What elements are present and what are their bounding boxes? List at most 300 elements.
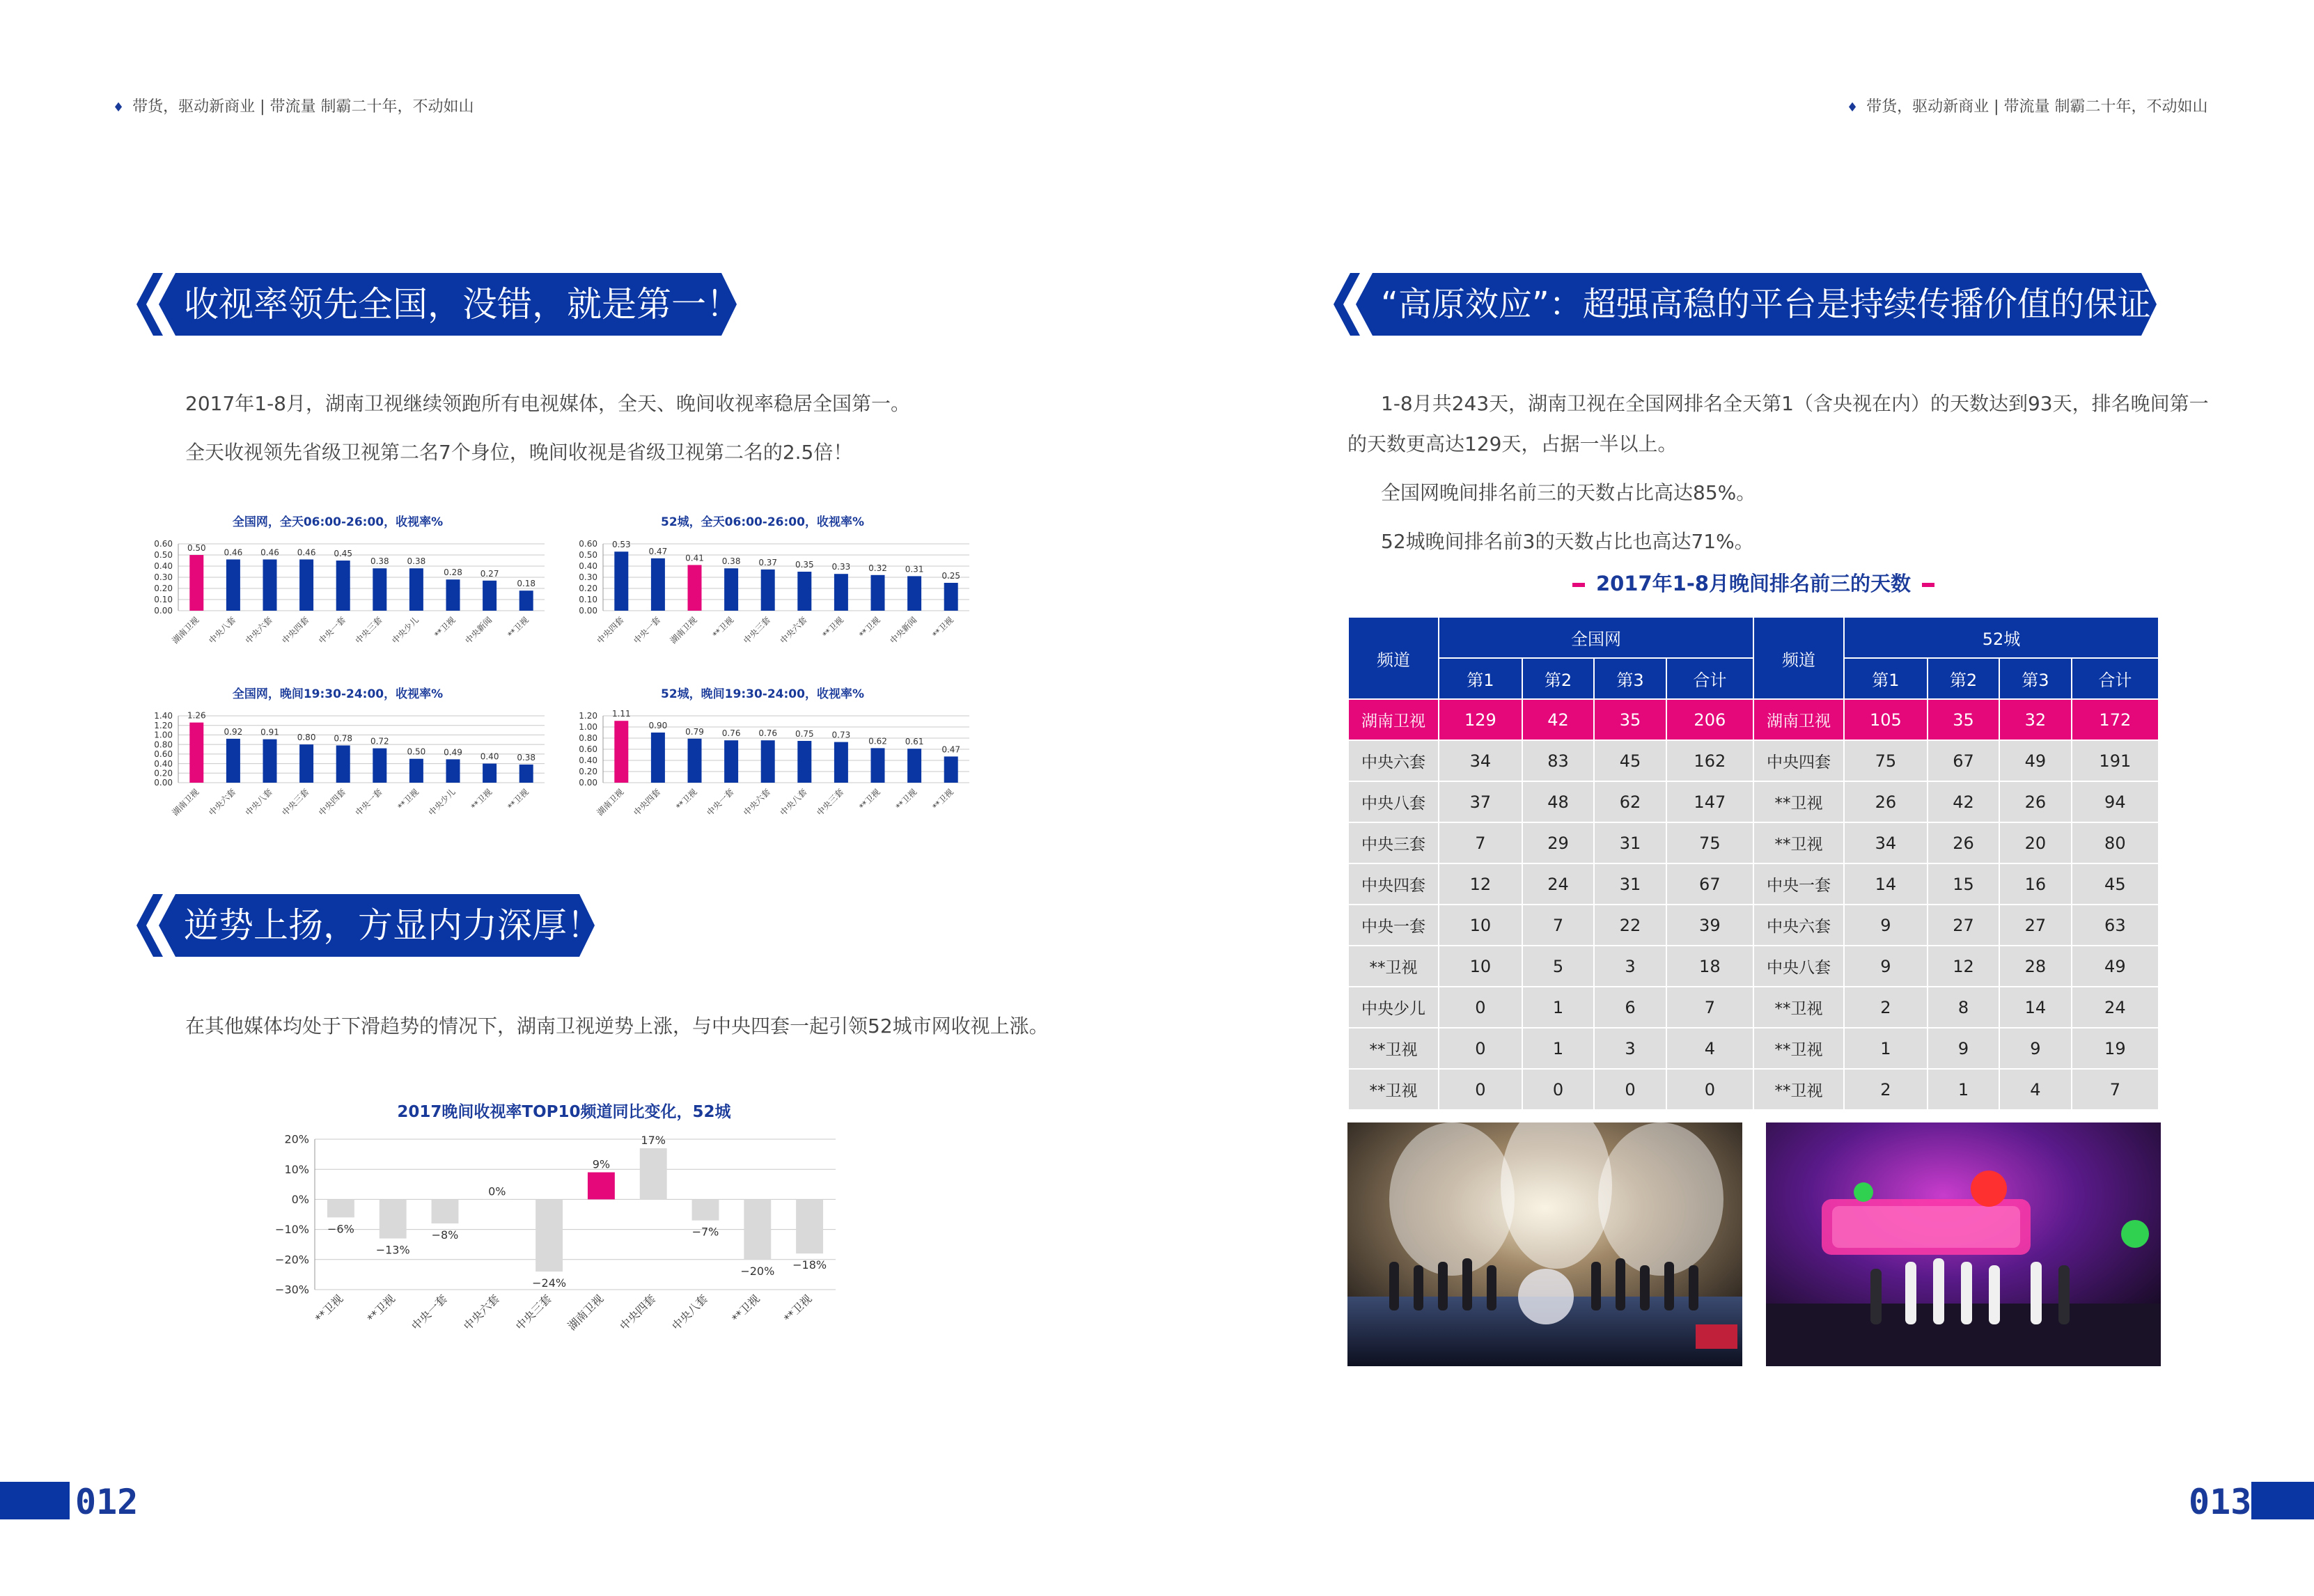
channel-cell: 中央一套 (1753, 863, 1844, 905)
value-cell: 7 (2072, 1069, 2159, 1110)
data-label: 0.25 (941, 571, 961, 581)
bar (692, 1199, 719, 1220)
section-title-plateau (1334, 273, 2157, 336)
data-label: −6% (327, 1222, 354, 1236)
x-tick-label: 中央八套 (243, 787, 274, 818)
x-tick-label: 中央三套 (815, 787, 846, 818)
dash-icon (1922, 583, 1934, 587)
table-title (1347, 568, 2159, 597)
subheader: 第2 (1928, 658, 1999, 699)
x-tick-label: 中央一套 (316, 615, 347, 646)
data-label: 0.78 (334, 733, 353, 744)
x-tick-label: 中央八套 (207, 615, 238, 646)
value-cell: 172 (2072, 699, 2159, 740)
subheader: 第3 (1594, 658, 1666, 699)
bar (651, 733, 665, 783)
value-cell: 27 (1928, 905, 1999, 946)
data-label: 0.49 (444, 747, 462, 758)
y-tick-label: 0.20 (579, 584, 597, 594)
bar (834, 574, 848, 611)
value-cell: 191 (2072, 740, 2159, 781)
y-tick-label: 0.20 (154, 584, 173, 594)
table-row (1348, 740, 2159, 781)
y-tick-label: 1.20 (154, 720, 173, 730)
channel-header: 频道 (1753, 617, 1844, 699)
bar (797, 741, 811, 783)
channel-cell: 中央六套 (1753, 905, 1844, 946)
table-row (1348, 946, 2159, 987)
data-label: 0.79 (685, 726, 704, 737)
data-label: −18% (792, 1258, 827, 1272)
channel-cell: 中央四套 (1753, 740, 1844, 781)
bar (614, 721, 628, 783)
y-tick-label: 0.00 (154, 606, 173, 616)
y-tick-label: 0.40 (154, 561, 173, 572)
stage-photo-2 (1766, 1122, 2161, 1366)
value-cell: 0 (1439, 987, 1522, 1028)
x-tick-label: **卫视 (857, 615, 882, 640)
x-tick-label: 中央六套 (207, 787, 238, 818)
data-label: 0.37 (758, 557, 778, 568)
bar (907, 576, 921, 611)
bar (189, 723, 203, 783)
data-label: 0.61 (905, 737, 924, 747)
data-label: −20% (740, 1264, 775, 1278)
concert-photo-1 (1347, 1122, 1742, 1366)
value-cell: 80 (2072, 822, 2159, 863)
channel-cell: **卫视 (1348, 1028, 1439, 1069)
value-cell: 12 (1928, 946, 1999, 987)
data-label: 0.41 (685, 553, 704, 563)
value-cell: 29 (1522, 822, 1594, 863)
x-tick-label: 中央四套 (632, 787, 663, 818)
bar (588, 1173, 615, 1200)
chart-title-national-evening: 全国网，晚间19:30-24:00，收视率% (232, 687, 444, 701)
y-tick-label: 0.30 (579, 572, 597, 583)
subheader: 合计 (2072, 658, 2159, 699)
value-cell: 4 (1666, 1028, 1753, 1069)
x-tick-label: 中央少儿 (426, 787, 458, 818)
value-cell: 24 (2072, 987, 2159, 1028)
channel-cell: **卫视 (1753, 987, 1844, 1028)
data-label: 0.38 (407, 556, 426, 567)
value-cell: 49 (2072, 946, 2159, 987)
value-cell: 0 (1439, 1028, 1522, 1069)
y-tick-label: 0.00 (579, 606, 597, 616)
value-cell: 2 (1844, 987, 1928, 1028)
x-tick-label: **卫视 (674, 787, 699, 812)
y-tick-label: 0.00 (579, 778, 597, 788)
y-tick-label: 10% (284, 1162, 309, 1176)
y-tick-label: 0.60 (154, 539, 173, 549)
value-cell: 4 (1999, 1069, 2071, 1110)
x-tick-label: 湖南卫视 (170, 615, 201, 646)
bar (761, 740, 775, 783)
bar (483, 764, 497, 783)
value-cell: 24 (1522, 863, 1594, 905)
value-cell: 37 (1439, 781, 1522, 822)
value-cell: 42 (1928, 781, 1999, 822)
data-label: 0.75 (795, 729, 814, 739)
bar (483, 581, 497, 611)
x-tick-label: 中央一套 (632, 615, 663, 646)
table-row (1348, 987, 2159, 1028)
y-tick-label: 0.10 (579, 595, 597, 605)
subheader: 第2 (1522, 658, 1594, 699)
table-row (1348, 863, 2159, 905)
left-paragraph-3: 在其他媒体均处于下滑趋势的情况下，湖南卫视逆势上涨，与中央四套一起引领52城市网收视上涨。 (185, 1015, 1049, 1038)
bar (336, 561, 350, 611)
x-tick-label: 中央三套 (353, 615, 384, 646)
value-cell: 2 (1844, 1069, 1928, 1110)
value-cell: 22 (1594, 905, 1666, 946)
x-tick-label: **卫视 (364, 1292, 398, 1325)
table-row (1348, 1069, 2159, 1110)
data-label: 9% (592, 1157, 611, 1171)
bar (432, 1199, 459, 1223)
value-cell: 12 (1439, 863, 1522, 905)
running-header-right-text: 带货，驱动新商业 | 带流量 制霸二十年，不动如山 (1866, 98, 2208, 116)
y-tick-label: 0.40 (154, 758, 173, 769)
value-cell: 48 (1522, 781, 1594, 822)
bar (834, 742, 848, 783)
page-number-bar-left (0, 1482, 70, 1519)
data-label: 0% (488, 1184, 506, 1198)
x-tick-label: **卫视 (396, 787, 421, 812)
x-tick-label: 湖南卫视 (565, 1292, 607, 1333)
bar (380, 1199, 407, 1238)
section-title-upward (136, 894, 602, 957)
value-cell: 10 (1439, 905, 1522, 946)
bar (614, 551, 628, 611)
value-cell: 31 (1594, 822, 1666, 863)
value-cell: 34 (1844, 822, 1928, 863)
subheader: 第1 (1844, 658, 1928, 699)
bar (688, 565, 702, 611)
value-cell: 1 (1522, 1028, 1594, 1069)
value-cell: 39 (1666, 905, 1753, 946)
page-number-bar-right (2251, 1482, 2314, 1519)
table-row (1348, 822, 2159, 863)
table-row (1348, 1028, 2159, 1069)
data-label: 1.26 (187, 710, 206, 721)
channel-cell: 中央四套 (1348, 863, 1439, 905)
value-cell: 67 (1928, 740, 1999, 781)
data-label: 0.46 (224, 547, 243, 558)
x-tick-label: **卫视 (312, 1292, 346, 1325)
y-tick-label: 0.60 (154, 749, 173, 760)
subheader: 合计 (1666, 658, 1753, 699)
value-cell: 34 (1439, 740, 1522, 781)
bar (373, 749, 386, 783)
y-tick-label: 0% (291, 1193, 309, 1206)
value-cell: 0 (1594, 1069, 1666, 1110)
table-row (1348, 905, 2159, 946)
data-label: 0.46 (297, 547, 316, 558)
right-paragraph-3: 52城晚间排名前3的天数占比也高达71%。 (1381, 530, 1754, 553)
x-tick-label: **卫视 (930, 615, 955, 640)
value-cell: 1 (1928, 1069, 1999, 1110)
data-label: 0.46 (260, 547, 279, 558)
value-cell: 75 (1844, 740, 1928, 781)
ranking-table (1347, 616, 2159, 1111)
bar (688, 739, 702, 783)
data-label: 1.11 (611, 709, 631, 719)
value-cell: 28 (1999, 946, 2071, 987)
x-tick-label: 湖南卫视 (668, 615, 699, 646)
bar (299, 744, 313, 783)
data-label: −8% (431, 1228, 459, 1242)
x-tick-label: **卫视 (729, 1292, 763, 1325)
value-cell: 18 (1666, 946, 1753, 987)
bar (446, 759, 460, 783)
data-label: 0.50 (187, 543, 206, 553)
y-tick-label: 1.00 (579, 722, 597, 733)
x-tick-label: 中央八套 (778, 787, 809, 818)
bar (519, 765, 533, 783)
bar (744, 1199, 771, 1259)
x-tick-label: 中央一套 (353, 787, 384, 818)
value-cell: 20 (1999, 822, 2071, 863)
y-tick-label: 0.50 (579, 550, 597, 561)
chart-52city-evening (564, 705, 975, 847)
right-paragraph-1b: 的天数更高达129天，占据一半以上。 (1347, 432, 1678, 455)
value-cell: 9 (1999, 1028, 2071, 1069)
y-tick-label: 0.80 (154, 740, 173, 750)
table-row (1348, 781, 2159, 822)
data-label: 0.45 (334, 549, 353, 558)
bar (263, 559, 277, 611)
channel-cell: **卫视 (1348, 946, 1439, 987)
bar (519, 590, 533, 611)
x-tick-label: **卫视 (469, 787, 494, 812)
x-tick-label: **卫视 (710, 615, 736, 640)
y-tick-label: 0.20 (579, 767, 597, 777)
data-label: 0.90 (648, 721, 668, 730)
bar (871, 748, 885, 783)
bar (944, 756, 958, 783)
channel-cell: 湖南卫视 (1753, 699, 1844, 740)
y-tick-label: 1.00 (154, 730, 173, 740)
channel-header: 频道 (1348, 617, 1439, 699)
value-cell: 42 (1522, 699, 1594, 740)
bar (796, 1199, 823, 1253)
data-label: 0.76 (721, 728, 741, 739)
data-label: 0.47 (941, 744, 961, 755)
value-cell: 129 (1439, 699, 1522, 740)
concert-photo-2 (1766, 1122, 2161, 1366)
value-cell: 7 (1522, 905, 1594, 946)
x-tick-label: 中央新闻 (463, 615, 494, 646)
bar (724, 740, 738, 783)
x-tick-label: **卫视 (893, 787, 919, 812)
value-cell: 6 (1594, 987, 1666, 1028)
value-cell: 10 (1439, 946, 1522, 987)
data-label: 17% (641, 1133, 666, 1147)
data-label: 0.80 (297, 733, 316, 743)
chart-national-evening (139, 705, 550, 847)
value-cell: 0 (1439, 1069, 1522, 1110)
subheader: 第1 (1439, 658, 1522, 699)
bar (336, 746, 350, 783)
channel-cell: 中央一套 (1348, 905, 1439, 946)
data-label: 0.62 (868, 736, 887, 746)
value-cell: 26 (1928, 822, 1999, 863)
channel-cell: **卫视 (1753, 1028, 1844, 1069)
value-cell: 3 (1594, 946, 1666, 987)
value-cell: 14 (1844, 863, 1928, 905)
bar (189, 555, 203, 611)
chart-title-52city-evening: 52城，晚间19:30-24:00，收视率% (661, 687, 864, 701)
bar (651, 558, 665, 611)
value-cell: 8 (1928, 987, 1999, 1028)
x-tick-label: 中央三套 (513, 1292, 554, 1333)
chart-52city-allday (564, 533, 975, 675)
data-label: 0.31 (905, 564, 924, 574)
bar (409, 568, 423, 611)
value-cell: 45 (1594, 740, 1666, 781)
x-tick-label: 中央新闻 (888, 615, 919, 646)
value-cell: 26 (1999, 781, 2071, 822)
data-label: 0.38 (721, 556, 741, 567)
data-label: 0.73 (831, 730, 851, 740)
value-cell: 19 (2072, 1028, 2159, 1069)
value-cell: 9 (1844, 905, 1928, 946)
x-tick-label: 中央四套 (595, 615, 626, 646)
data-label: 0.76 (758, 728, 778, 739)
table-row (1348, 699, 2159, 740)
y-tick-label: 0.40 (579, 756, 597, 766)
value-cell: 63 (2072, 905, 2159, 946)
y-tick-label: 1.20 (579, 711, 597, 721)
value-cell: 147 (1666, 781, 1753, 822)
data-label: 0.47 (648, 546, 668, 556)
y-tick-label: 0.50 (154, 550, 173, 561)
x-tick-label: **卫视 (857, 787, 882, 812)
left-paragraph-1: 2017年1-8月，湖南卫视继续领跑所有电视媒体，全天、晚间收视率稳居全国第一。 (185, 392, 910, 415)
value-cell: 206 (1666, 699, 1753, 740)
page-number-right: 013 (2189, 1482, 2252, 1522)
section-title-text: 收视率领先全国，没错，就是第一！ (184, 284, 741, 324)
value-cell: 67 (1666, 863, 1753, 905)
bar (409, 759, 423, 783)
x-tick-label: 中央八套 (669, 1292, 710, 1333)
channel-cell: 中央八套 (1348, 781, 1439, 822)
group-header-52city: 52城 (1844, 617, 2159, 658)
channel-cell: **卫视 (1753, 822, 1844, 863)
channel-cell: 中央少儿 (1348, 987, 1439, 1028)
channel-cell: 中央三套 (1348, 822, 1439, 863)
value-cell: 16 (1999, 863, 2071, 905)
y-tick-label: 0.60 (579, 539, 597, 549)
chart-national-allday (139, 533, 550, 675)
y-tick-label: 0.60 (579, 744, 597, 755)
value-cell: 0 (1522, 1069, 1594, 1110)
value-cell: 9 (1928, 1028, 1999, 1069)
value-cell: 1 (1844, 1028, 1928, 1069)
x-tick-label: 中央少儿 (390, 615, 421, 646)
bar (327, 1199, 354, 1217)
data-label: 0.28 (444, 568, 462, 578)
value-cell: 3 (1594, 1028, 1666, 1069)
dash-icon (1572, 583, 1585, 587)
x-tick-label: 湖南卫视 (170, 787, 201, 818)
chart-yoy-change (265, 1122, 850, 1359)
data-label: 0.27 (480, 568, 499, 579)
y-tick-label: −30% (275, 1283, 309, 1297)
data-label: 0.18 (517, 579, 536, 589)
diamond-icon: ♦ (1847, 100, 1859, 115)
x-tick-label: 湖南卫视 (595, 787, 626, 818)
bar (263, 740, 277, 783)
value-cell: 94 (2072, 781, 2159, 822)
data-label: −24% (532, 1276, 567, 1290)
value-cell: 27 (1999, 905, 2071, 946)
x-tick-label: 中央六套 (741, 787, 772, 818)
x-tick-label: **卫视 (432, 615, 458, 640)
y-tick-label: 0.10 (154, 595, 173, 605)
x-tick-label: 中央三套 (280, 787, 311, 818)
bar (226, 559, 240, 611)
value-cell: 83 (1522, 740, 1594, 781)
value-cell: 7 (1439, 822, 1522, 863)
section-title-text: “高原效应”：超强高稳的平台是持续传播价值的保证 (1381, 285, 2151, 324)
section-title-text: 逆势上扬，方显内力深厚！ (184, 905, 602, 946)
value-cell: 5 (1522, 946, 1594, 987)
stage-photo-1 (1347, 1122, 1742, 1366)
data-label: −7% (691, 1225, 719, 1239)
x-tick-label: **卫视 (781, 1292, 815, 1325)
x-tick-label: 中央三套 (741, 615, 772, 646)
data-label: 0.33 (831, 562, 851, 572)
value-cell: 75 (1666, 822, 1753, 863)
bar (944, 583, 958, 611)
value-cell: 49 (1999, 740, 2071, 781)
x-tick-label: **卫视 (820, 615, 846, 640)
data-label: −13% (375, 1243, 410, 1257)
group-header-national: 全国网 (1439, 617, 1753, 658)
x-tick-label: **卫视 (506, 615, 531, 640)
bar (640, 1148, 667, 1199)
value-cell: 35 (1594, 699, 1666, 740)
chart-title-yoy-change: 2017晚间收视率TOP10频道同比变化，52城 (397, 1103, 731, 1121)
channel-cell: 中央六套 (1348, 740, 1439, 781)
x-tick-label: 中央一套 (409, 1292, 450, 1333)
table-title-text: 2017年1-8月晚间排名前三的天数 (1595, 572, 1912, 595)
bar (446, 579, 460, 611)
data-label: 0.32 (868, 563, 887, 573)
bar (483, 1199, 510, 1200)
x-tick-label: **卫视 (506, 787, 531, 812)
y-tick-label: −20% (275, 1253, 309, 1267)
right-paragraph-2: 全国网晚间排名前三的天数占比高达85%。 (1381, 481, 1756, 504)
value-cell: 105 (1844, 699, 1928, 740)
channel-cell: 湖南卫视 (1348, 699, 1439, 740)
chart-title-52city-allday: 52城，全天06:00-26:00，收视率% (661, 515, 864, 529)
y-tick-label: 0.00 (154, 778, 173, 788)
channel-cell: **卫视 (1753, 781, 1844, 822)
bar (761, 570, 775, 611)
x-tick-label: 中央四套 (617, 1292, 659, 1333)
running-header-left (113, 95, 474, 116)
value-cell: 26 (1844, 781, 1928, 822)
value-cell: 162 (1666, 740, 1753, 781)
data-label: 0.40 (480, 751, 499, 762)
channel-cell: **卫视 (1348, 1069, 1439, 1110)
x-tick-label: 中央四套 (316, 787, 347, 818)
data-label: 0.72 (370, 736, 389, 746)
value-cell: 7 (1666, 987, 1753, 1028)
